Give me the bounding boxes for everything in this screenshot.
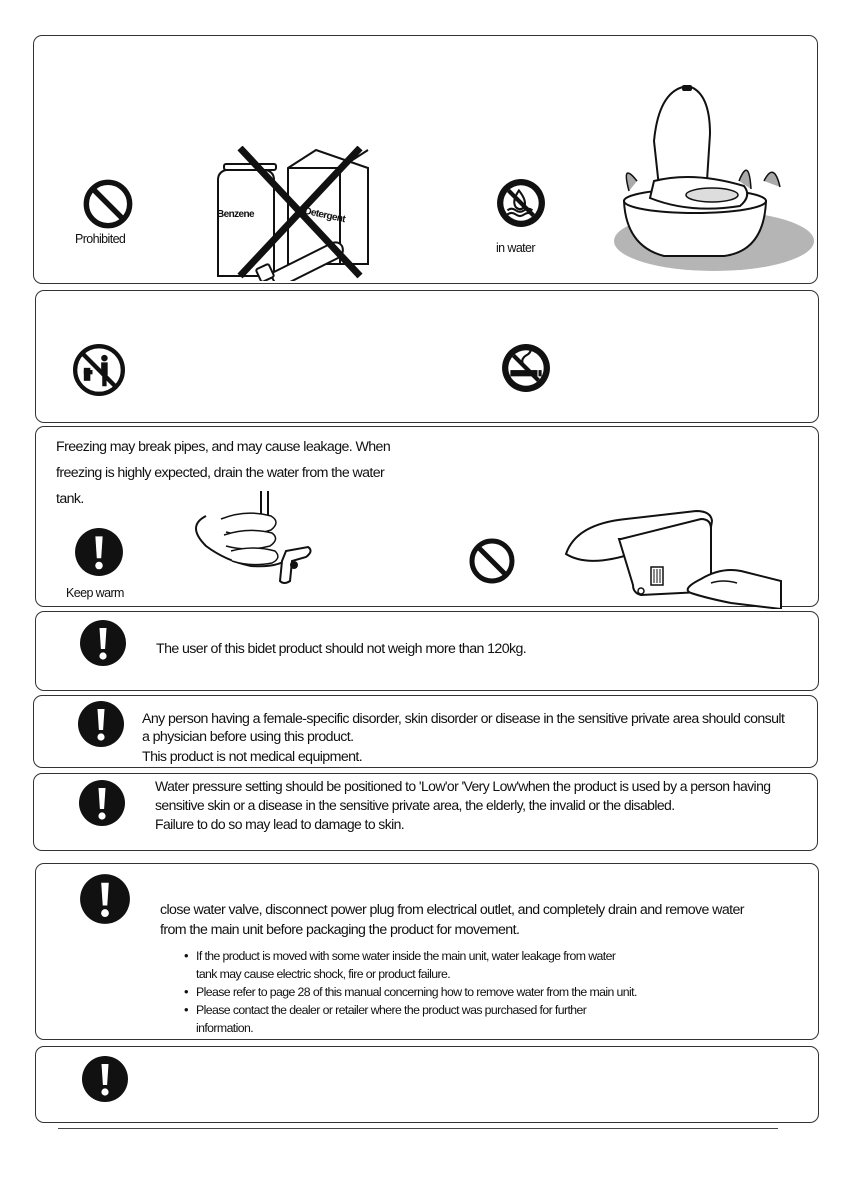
moving-bullet-list	[184, 947, 744, 1037]
prohibited-label: Prohibited	[75, 232, 126, 246]
exclamation-icon	[81, 1055, 129, 1103]
bidet-hand-illustration	[561, 509, 791, 609]
prohibited-icon	[468, 537, 516, 585]
caution-panel-empty	[35, 1046, 819, 1123]
weight-text: The user of this bidet product should not weigh more than 120kg.	[156, 641, 527, 657]
list-item: • Please contact the dealer or retailer where the product was purchased for further information.	[184, 1001, 744, 1037]
disorder-text: Any person having a female-specific disorder, skin disorder or disease in the sensitive private area should consult a physician before using this product.	[142, 711, 785, 745]
pressure-text: Water pressure setting should be positioned to 'Low'or 'Very Low'when the product is used by a person having sensitive skin or a disease in the sensitive private area, the elderly, the invalid or the disabled. Failure to do so may lead to damage to skin.	[155, 778, 771, 832]
caution-panel-moving	[35, 863, 819, 1040]
list-item: • Please refer to page 28 of this manual concerning how to remove water from the main unit.	[184, 983, 744, 1001]
footer-divider	[58, 1128, 778, 1129]
list-item: • If the product is moved with some water inside the main unit, water leakage from water tank may cause electric shock, fire or product failure.	[184, 947, 744, 983]
no-smoking-icon	[501, 343, 551, 393]
medical-text: This product is not medical equipment.	[142, 749, 363, 765]
caution-panel-disorder	[33, 695, 818, 768]
prohibited-icon	[82, 178, 134, 230]
caution-panel-weight	[35, 611, 819, 691]
exclamation-icon	[78, 779, 126, 827]
benzene-label: Benzene	[217, 209, 254, 220]
exclamation-icon	[77, 700, 125, 748]
exclamation-icon	[79, 873, 131, 925]
in-water-label: in water	[496, 241, 535, 255]
no-standing-icon	[73, 344, 125, 396]
exclamation-icon	[79, 619, 127, 667]
valve-text: close water valve, disconnect power plug from electrical outlet, and completely drain and remove water from the main unit before packaging the product for movement.	[160, 902, 744, 938]
wrapped-pipe-illustration	[186, 491, 316, 601]
freezing-text: Freezing may break pipes, and may cause leakage. When freezing is highly expected, drain the water from the water tank.	[56, 439, 391, 507]
exclamation-icon	[74, 527, 124, 577]
caution-panel-pressure	[33, 773, 818, 851]
no-water-icon	[496, 178, 546, 228]
warning-panel-cleaning	[33, 35, 818, 284]
keep-warm-label: Keep warm	[66, 586, 124, 600]
warning-panel-usage	[35, 290, 819, 423]
detergent-label: Detergent	[303, 205, 346, 226]
warning-panel-freezing	[35, 426, 819, 607]
bidet-in-basin-illustration	[584, 81, 814, 281]
